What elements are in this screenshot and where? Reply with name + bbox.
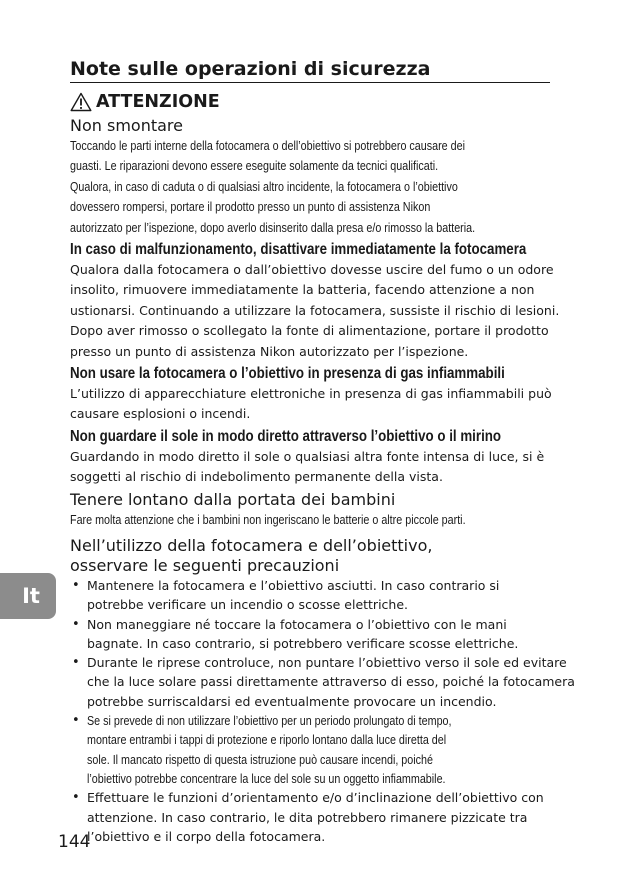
list-item-line: sole. Il mancato rispetto di questa istruzione può causare incendi, poiché [87,751,433,767]
body-line: autorizzato per l’ispezione, dopo averlo disinserito dalla presa e/o rimosso la batteria. [70,219,476,235]
body-line: causare esplosioni o incendi. [70,406,251,422]
list-item-line: • Mantenere la fotocamera e l’obiettivo asciutti. In caso contrario si [87,578,500,593]
section-body [70,447,550,490]
page-title: Note sulle operazioni di sicurezza [70,58,550,83]
section-non-smontare [70,116,550,240]
warning-header [70,92,220,112]
section-heading: Non smontare [70,116,183,135]
section-body [70,260,560,364]
section-precauzioni [70,536,575,846]
body-line: Toccando le parti interne della fotocamera o dell’obiettivo si potrebbero causare dei [70,138,465,153]
language-tab: It [0,573,56,619]
section-heading: Non guardare il sole in modo diretto attraverso l’obiettivo o il mirino [70,428,502,445]
list-item [70,576,550,615]
list-item [70,653,575,711]
section-heading: Tenere lontano dalla portata dei bambini [70,490,396,509]
page-number: 144 [58,832,91,852]
list-item-line: • Durante le riprese controluce, non puntare l’obiettivo verso il sole ed evitare [87,655,567,671]
list-item [70,788,550,846]
list-item-line: • Se si prevede di non utilizzare l’obiettivo per un periodo prolungato di tempo, [87,713,452,729]
precautions-list [70,576,575,846]
list-item-line: l’obiettivo potrebbe concentrare la luce del sole su un oggetto infiammabile. [87,770,446,786]
body-line: soggetti al rischio di indebolimento permanente della vista. [70,469,443,485]
list-item-line: bagnate. In caso contrario, si potrebbero verificare scosse elettriche. [87,635,519,651]
body-line: guasti. Le riparazioni devono essere eseguite solamente da tecnici qualificati. [70,158,439,174]
list-item-line: l’obiettivo e il corpo della fotocamera. [87,828,326,844]
section-heading: Non usare la fotocamera o l’obiettivo in presenza di gas infiammabili [70,365,505,382]
section-bambini [70,490,550,536]
body-line: insolito, rimuovere immediatamente la batteria, facendo attenzione a non [70,282,535,298]
body-line: Qualora dalla fotocamera o dall’obiettivo dovesse uscire del fumo o un odore [70,262,554,277]
content [70,116,575,846]
section-body [70,384,550,427]
body-line: dovessero rompersi, portare il prodotto presso un punto di assistenza Nikon [70,199,431,215]
list-item-line: montare entrambi i tappi di protezione e riporlo lontano dalla luce diretta del [87,732,447,748]
section-malfunzionamento [70,240,560,364]
section-heading: Nell’utilizzo della fotocamera e dell’obiettivo, [70,536,433,555]
section-heading-line2: osservare le seguenti precauzioni [70,556,340,575]
section-body [70,510,550,536]
list-item-line: potrebbe surriscaldarsi ed eventualmente provocare un incendio. [87,693,497,709]
list-item-line: attenzione. In caso contrario, le dita potrebbero rimanere pizzicate tra [87,809,528,825]
section-heading: In caso di malfunzionamento, disattivare immediatamente la fotocamera [70,241,527,258]
section-gas-infiammabili [70,364,550,427]
list-item-line: • Effettuare le funzioni d’orientamento e/o d’inclinazione dell’obiettivo con [87,790,544,806]
body-line: Guardando in modo diretto il sole o qualsiasi altra fonte intensa di luce, si è [70,449,545,464]
body-line: L’utilizzo di apparecchiature elettroniche in presenza di gas infiammabili può [70,386,552,401]
list-item-line: che la luce solare passi direttamente attraverso di esso, poiché la fotocamera [87,674,575,690]
list-item [70,615,550,654]
section-body [70,136,550,240]
body-line: Dopo aver rimosso o scollegato la fonte di alimentazione, portare il prodotto [70,323,549,339]
body-line: ustionarsi. Continuando a utilizzare la fotocamera, sussiste il rischio di lesioni. [70,302,560,318]
list-item-line: potrebbe verificare un incendio o scosse elettriche. [87,597,409,613]
list-item-line: • Non maneggiare né toccare la fotocamera o l’obiettivo con le mani [87,616,507,632]
body-line: Fare molta attenzione che i bambini non ingeriscano le batterie o altre piccole parti. [70,512,466,527]
body-line: presso un punto di assistenza Nikon autorizzato per l’ispezione. [70,343,469,359]
body-line: Qualora, in caso di caduta o di qualsiasi altro incidente, la fotocamera o l’obiettivo [70,178,458,194]
list-item [70,711,550,788]
warning-label: ATTENZIONE [96,92,220,112]
warning-triangle-icon [70,92,92,112]
section-sole [70,427,550,490]
